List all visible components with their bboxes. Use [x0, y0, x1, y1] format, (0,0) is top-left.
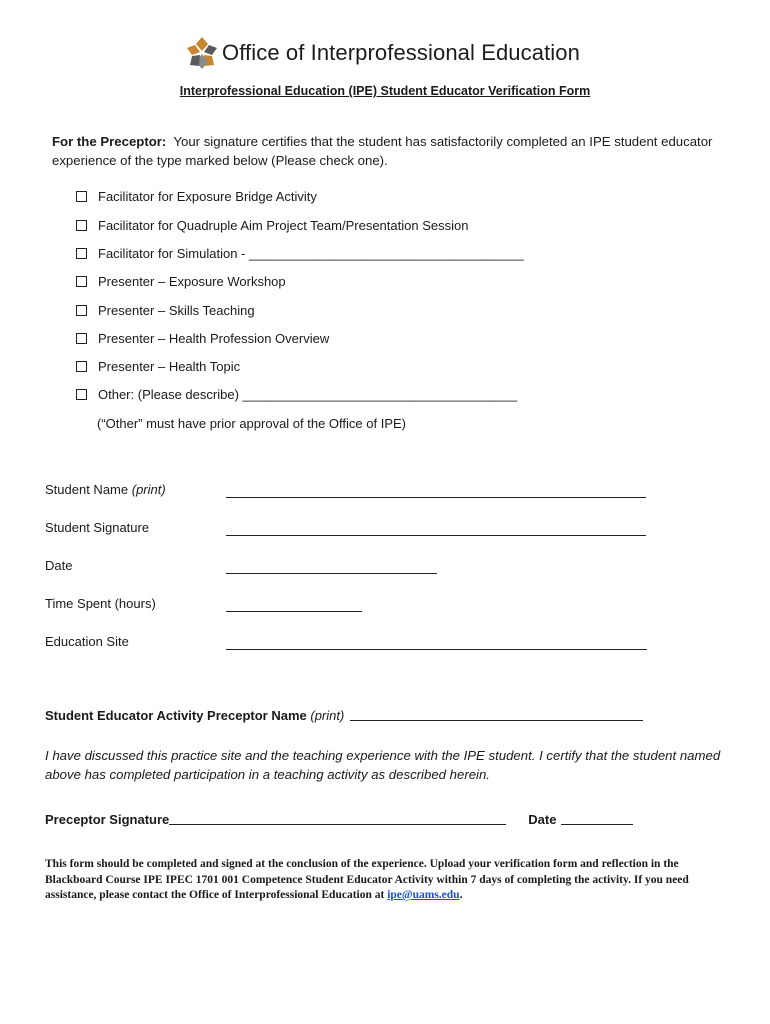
student-signature-label: Student Signature: [45, 520, 150, 535]
checkbox[interactable]: [76, 361, 87, 372]
preceptor-name-field[interactable]: [350, 720, 643, 721]
student-signature-field[interactable]: [226, 535, 646, 536]
time-spent-field[interactable]: [226, 611, 362, 612]
footer-text: This form should be completed and signed at the conclusion of the experience. Upload your verification form and reflection in the Blackboard Course IPE IPEC 1701 001 Competence Student Educator Activity within 7 days of completing the activity. If you need assistance, please contact the Office of Interprofessional Education at: [45, 858, 689, 901]
checkbox[interactable]: [76, 191, 87, 202]
checkbox[interactable]: [76, 305, 87, 316]
option-health-profession-overview[interactable]: [76, 328, 329, 348]
education-site-field[interactable]: [226, 649, 647, 650]
footer-instructions: [45, 857, 730, 904]
student-name-field[interactable]: [226, 497, 646, 498]
option-skills-teaching[interactable]: [76, 300, 255, 320]
date-field[interactable]: [226, 573, 437, 574]
form-title: Interprofessional Education (IPE) Student Educator Verification Form: [179, 84, 591, 98]
checkbox[interactable]: [76, 220, 87, 231]
option-other[interactable]: [76, 384, 517, 404]
option-health-topic[interactable]: [76, 356, 240, 376]
date-label: Date: [45, 558, 73, 573]
email-link[interactable]: ipe@uams.edu: [387, 889, 460, 901]
footer-end: .: [459, 889, 463, 901]
education-site-label: Education Site: [45, 634, 129, 649]
logo-icon: [186, 36, 218, 70]
checkbox[interactable]: [76, 248, 87, 259]
option-label: Presenter – Health Profession Overview: [98, 330, 330, 346]
option-label: Facilitator for Quadruple Aim Project Team/Presentation Session: [98, 217, 469, 233]
checkbox[interactable]: [76, 276, 87, 287]
preceptor-signature-field[interactable]: [169, 824, 506, 825]
time-spent-label: Time Spent (hours): [45, 596, 156, 611]
intro-lead: For the Preceptor:: [52, 134, 167, 149]
preceptor-name-label: Student Educator Activity Preceptor Name: [45, 708, 307, 723]
option-label: Presenter – Exposure Workshop: [98, 273, 286, 289]
checkbox[interactable]: [76, 389, 87, 400]
option-label: Facilitator for Simulation - ______________________________________: [98, 245, 524, 261]
option-label: Facilitator for Exposure Bridge Activity: [98, 188, 317, 204]
other-note: (“Other” must have prior approval of the Office of IPE): [97, 416, 406, 431]
intro-text: [52, 132, 742, 170]
option-simulation[interactable]: [76, 243, 524, 263]
preceptor-name-row: [45, 708, 643, 723]
option-label: Presenter – Skills Teaching: [98, 302, 255, 318]
checkbox[interactable]: [76, 333, 87, 344]
preceptor-date-field[interactable]: [561, 824, 633, 825]
preceptor-name-suffix: (print): [310, 708, 345, 723]
intro-body: Your signature certifies that the student has satisfactorily completed an IPE student educator experience of the type marked below (Please check one).: [52, 134, 713, 168]
option-quadruple-aim[interactable]: [76, 215, 468, 235]
header: [186, 34, 580, 72]
option-exposure-bridge[interactable]: [76, 186, 317, 206]
preceptor-signature-label: Preceptor Signature: [45, 812, 170, 827]
org-title: Office of Interprofessional Education: [222, 40, 580, 65]
option-label: Other: (Please describe) ______________________________________: [98, 386, 518, 402]
certification-statement: I have discussed this practice site and the teaching experience with the IPE student. I certify that the student named above has completed participation in a teaching activity as described herein.: [45, 748, 721, 782]
preceptor-signature-row: [45, 812, 633, 827]
option-exposure-workshop[interactable]: [76, 271, 286, 291]
option-label: Presenter – Health Topic: [98, 358, 241, 374]
preceptor-date-label: Date: [528, 812, 557, 827]
student-name-label: Student Name (print): [45, 482, 166, 497]
